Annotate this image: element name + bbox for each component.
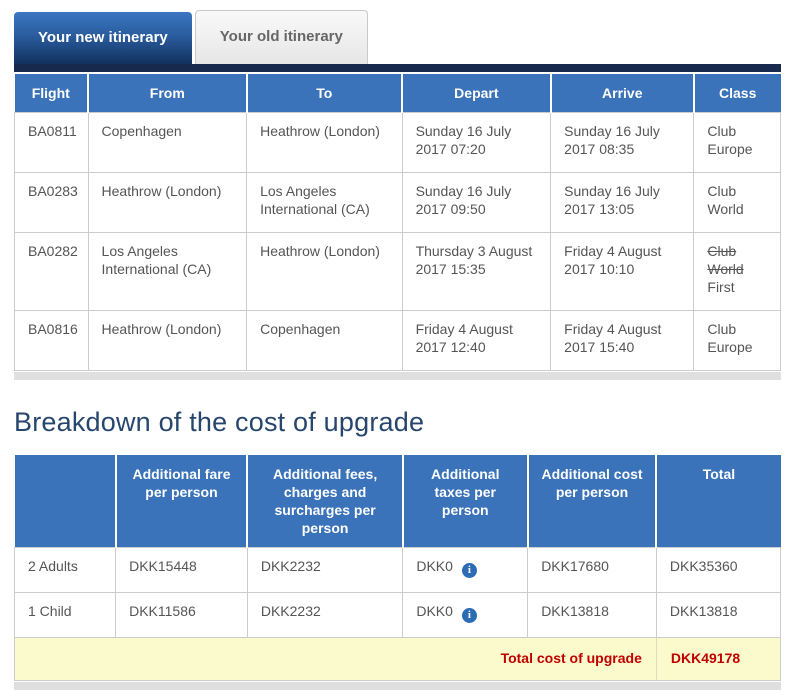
row-total-value: DKK13818 [656,593,780,638]
total-cost-row [15,638,781,681]
itinerary-tabs [14,12,781,64]
passenger-type: 2 Adults [15,548,116,593]
col-header-total: Total [656,455,780,548]
table-row [15,173,781,233]
depart-datetime: Thursday 3 August 2017 15:35 [402,233,551,311]
table-row [15,311,781,371]
col-header-class: Class [694,74,781,113]
flight-number: BA0282 [15,233,89,311]
taxes-amount: DKK0 [416,603,453,619]
total-cost-value: DKK49178 [656,638,780,681]
from-airport: Heathrow (London) [88,173,247,233]
additional-taxes-value [403,593,528,638]
col-header-from: From [88,74,247,113]
flight-number: BA0811 [15,113,89,173]
arrive-datetime: Sunday 16 July 2017 13:05 [551,173,694,233]
from-airport: Heathrow (London) [88,311,247,371]
col-header-flight: Flight [15,74,89,113]
cost-header-row [15,455,781,548]
additional-fees-value: DKK2232 [247,593,402,638]
old-cabin-class: Club World [707,243,744,277]
cabin-class [694,173,781,233]
info-icon[interactable]: i [462,608,477,623]
to-airport: Los Angeles International (CA) [247,173,402,233]
new-cabin-class: Club World [707,183,744,217]
new-cabin-class: Club Europe [707,123,753,157]
from-airport: Copenhagen [88,113,247,173]
tab-new-itinerary[interactable]: Your new itinerary [14,12,192,64]
arrive-datetime: Friday 4 August 2017 15:40 [551,311,694,371]
to-airport: Heathrow (London) [247,113,402,173]
cabin-class [694,311,781,371]
col-header-depart: Depart [402,74,551,113]
cabin-class [694,233,781,311]
col-header-arrive: Arrive [551,74,694,113]
col-header-additional-taxes: Additional taxes per person [403,455,528,548]
additional-fare-value: DKK15448 [116,548,248,593]
to-airport: Heathrow (London) [247,233,402,311]
flight-number: BA0816 [15,311,89,371]
table-row [15,548,781,593]
additional-fees-value: DKK2232 [247,548,402,593]
tab-old-itinerary[interactable]: Your old itinerary [195,10,368,64]
col-header-additional-cost: Additional cost per person [528,455,657,548]
itinerary-table [14,74,781,371]
depart-datetime: Sunday 16 July 2017 09:50 [402,173,551,233]
additional-fare-value: DKK11586 [116,593,248,638]
additional-taxes-value [403,548,528,593]
table-row [15,593,781,638]
table-row [15,113,781,173]
arrive-datetime: Sunday 16 July 2017 08:35 [551,113,694,173]
cost-breakdown-table [14,455,781,681]
additional-cost-value: DKK17680 [528,548,657,593]
additional-cost-value: DKK13818 [528,593,657,638]
horizontal-scrollbar[interactable] [14,372,781,380]
cabin-class [694,113,781,173]
flight-number: BA0283 [15,173,89,233]
from-airport: Los Angeles International (CA) [88,233,247,311]
col-header-passenger [15,455,116,548]
new-cabin-class: First [707,279,735,295]
new-cabin-class: Club Europe [707,321,753,355]
taxes-amount: DKK0 [416,558,453,574]
page-title: Breakdown of the cost of upgrade [14,407,425,437]
tab-panel-top-border [14,64,781,72]
depart-datetime: Sunday 16 July 2017 07:20 [402,113,551,173]
col-header-additional-fees: Additional fees, charges and surcharges per person [247,455,402,548]
passenger-type: 1 Child [15,593,116,638]
horizontal-scrollbar[interactable] [14,682,781,690]
row-total-value: DKK35360 [656,548,780,593]
depart-datetime: Friday 4 August 2017 12:40 [402,311,551,371]
col-header-to: To [247,74,402,113]
table-row [15,233,781,311]
total-cost-label: Total cost of upgrade [15,638,657,681]
info-icon[interactable]: i [462,563,477,578]
arrive-datetime: Friday 4 August 2017 10:10 [551,233,694,311]
itinerary-header-row [15,74,781,113]
to-airport: Copenhagen [247,311,402,371]
col-header-additional-fare: Additional fare per person [116,455,248,548]
